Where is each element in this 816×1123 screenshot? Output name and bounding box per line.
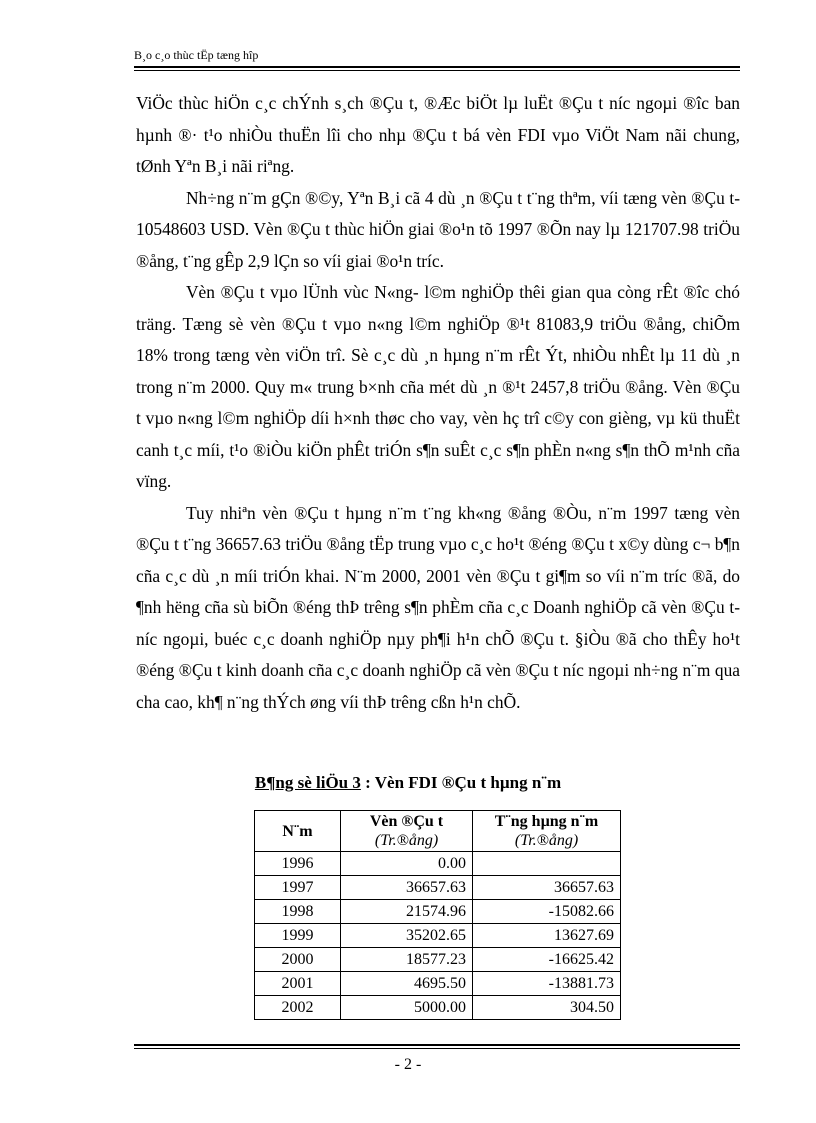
table-row: 1997 36657.63 36657.63 xyxy=(255,876,621,900)
header-capital: Vèn ®Çu t (Tr.®ång) xyxy=(341,811,473,852)
footer-rule-thin xyxy=(134,1048,740,1049)
header-year: N¨m xyxy=(255,811,341,852)
table-caption: : Vèn FDI ®Çu t hµng n¨m xyxy=(360,773,562,792)
header-rule-thin xyxy=(134,70,740,71)
header-increase: T¨ng hµng n¨m (Tr.®ång) xyxy=(473,811,621,852)
page-header: B¸o c¸o thùc tËp tæng hîp xyxy=(134,48,259,62)
header-rule xyxy=(134,66,740,68)
fdi-table xyxy=(254,810,621,1020)
paragraph: Nh÷ng n¨m gÇn ®©y, Yªn B¸i cã 4 dù ¸n ®Çu t t¨ng thªm, víi tæng vèn ®Çu t 10548603 USD. Vèn ®Çu t thùc hiÖn giai ®o¹n tõ 1997 ®Õn nay lµ 121707.98 triÖu ®ång, t¨ng gÊp 2,9 lÇn so víi giai ®o¹n tríc. xyxy=(136,187,740,271)
table-label: B¶ng sè liÖu 3 xyxy=(254,773,361,792)
table-header-row xyxy=(255,811,621,852)
body-text xyxy=(136,88,740,718)
footer-rule xyxy=(134,1044,740,1046)
paragraph: Tuy nhiªn vèn ®Çu t hµng n¨m t¨ng kh«ng ®ång ®Òu, n¨m 1997 tæng vèn ®Çu t t¨ng 36657.63 triÖu ®ång tËp trung vµo c¸c ho¹t ®éng ®Çu t x©y dùng c¬ b¶n cña c¸c dù ¸n míi triÓn khai. N¨m 2000, 2001 vèn ®Çu t gi¶m so víi n¨m tríc ®ã, do ¶nh hëng cña sù biÕn ®éng thÞ trêng s¶n phÈm cña c¸c Doanh nghiÖp cã vèn ®Çu t níc ngoµi, buéc c¸c doanh nghiÖp nµy ph¶i h¹n chÕ ®Çu t. §iÒu ®ã cho thÊy ho¹t ®éng ®Çu t kinh doanh cña c¸c doanh nghiÖp cã vèn ®Çu t níc ngoµi nh÷ng n¨m qua cha cao, kh¶ n¨ng thÝch øng víi thÞ trêng cßn h¹n chÕ. xyxy=(136,502,740,712)
paragraph: ViÖc thùc hiÖn c¸c chÝnh s¸ch ®Çu t, ®Æc biÖt lµ luËt ®Çu t níc ngoµi ®îc ban hµnh ®· t¹o nhiÒu thuËn lîi cho nhµ ®Çu t bá vèn FDI vµo ViÖt Nam nãi chung, tØnh Yªn B¸i nãi riªng. xyxy=(136,93,740,176)
page-number: - 2 - xyxy=(394,1056,422,1073)
table-row: 2000 18577.23 -16625.42 xyxy=(255,948,621,972)
table-title xyxy=(0,773,816,793)
paragraph: Vèn ®Çu t vµo lÜnh vùc N«ng- l©m nghiÖp thêi gian qua còng rÊt ®îc chó träng. Tæng sè vèn ®Çu t vµo n«ng l©m nghiÖp ®¹t 81083,9 triÖu ®ång, chiÕm 18% trong tæng vèn viÖn trî. Sè c¸c dù ¸n hµng n¨m rÊt Ýt, nhiÒu nhÊt lµ 11 dù ¸n trong n¨m 2000. Quy m« trung b×nh cña mét dù ¸n ®¹t 2457,8 triÖu ®ång. Vèn ®Çu t vµo n«ng l©m nghiÖp díi h×nh thøc cho vay, vèn hç trî c©y con gièng, vµ kü thuËt canh t¸c míi, t¹o ®iÒu kiÖn phÊt triÓn s¶n suÊt c¸c s¶n phÈn n«ng s¶n thÕ m¹nh cña vïng. xyxy=(136,282,740,491)
table-row: 1999 35202.65 13627.69 xyxy=(255,924,621,948)
table-row: 2002 5000.00 304.50 xyxy=(255,996,621,1020)
table-row: 2001 4695.50 -13881.73 xyxy=(255,972,621,996)
table-row: 1998 21574.96 -15082.66 xyxy=(255,900,621,924)
table-row: 1996 0.00 xyxy=(255,852,621,876)
